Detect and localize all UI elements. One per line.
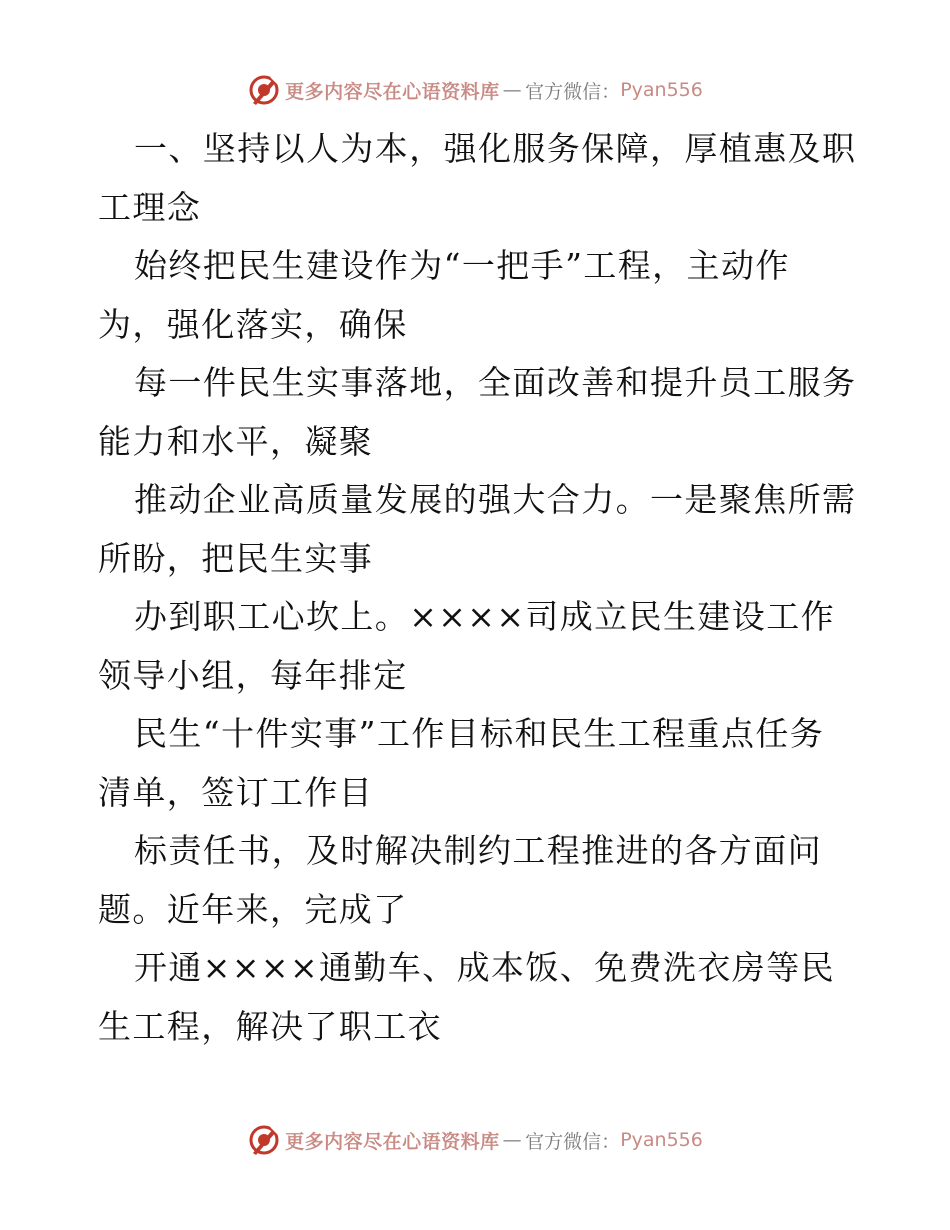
quill-seal-icon (247, 73, 281, 107)
footer-wechat-label: 官方微信： (525, 1130, 621, 1153)
header-separator: — (502, 79, 523, 101)
paragraph: 每一件民生实事落地，全面改善和提升员工服务能力和水平，凝聚 (98, 363, 857, 461)
footer-watermark (0, 1120, 950, 1160)
footer-separator: — (502, 1129, 523, 1151)
paragraph: 始终把民生建设作为“一把手”工程，主动作为，强化落实，确保 (98, 246, 790, 344)
paragraph: 一、坚持以人为本，强化服务保障，厚植惠及职工理念 (98, 129, 857, 227)
paragraph: 开通××××通勤车、成本饭、免费洗衣房等民生工程，解决了职工衣 (98, 948, 836, 1046)
paragraph: 办到职工心坎上。××××司成立民生建设工作领导小组，每年排定 (98, 597, 836, 695)
header-wechat-label: 官方微信： (525, 80, 621, 103)
paragraph: 民生“十件实事”工作目标和民生工程重点任务清单，签订工作目 (98, 714, 825, 812)
paragraph: 标责任书，及时解决制约工程推进的各方面问题。近年来，完成了 (98, 831, 822, 929)
quill-seal-icon (247, 1123, 281, 1157)
header-brand-text: 更多内容尽在心语资料库 (285, 80, 500, 103)
footer-brand-text: 更多内容尽在心语资料库 (285, 1130, 500, 1153)
document-body (98, 120, 858, 1056)
header-wechat-id: Pyan556 (620, 79, 703, 101)
paragraph: 推动企业高质量发展的强大合力。一是聚焦所需所盼，把民生实事 (98, 480, 857, 578)
footer-wechat-id: Pyan556 (620, 1129, 703, 1151)
header-watermark (0, 70, 950, 110)
